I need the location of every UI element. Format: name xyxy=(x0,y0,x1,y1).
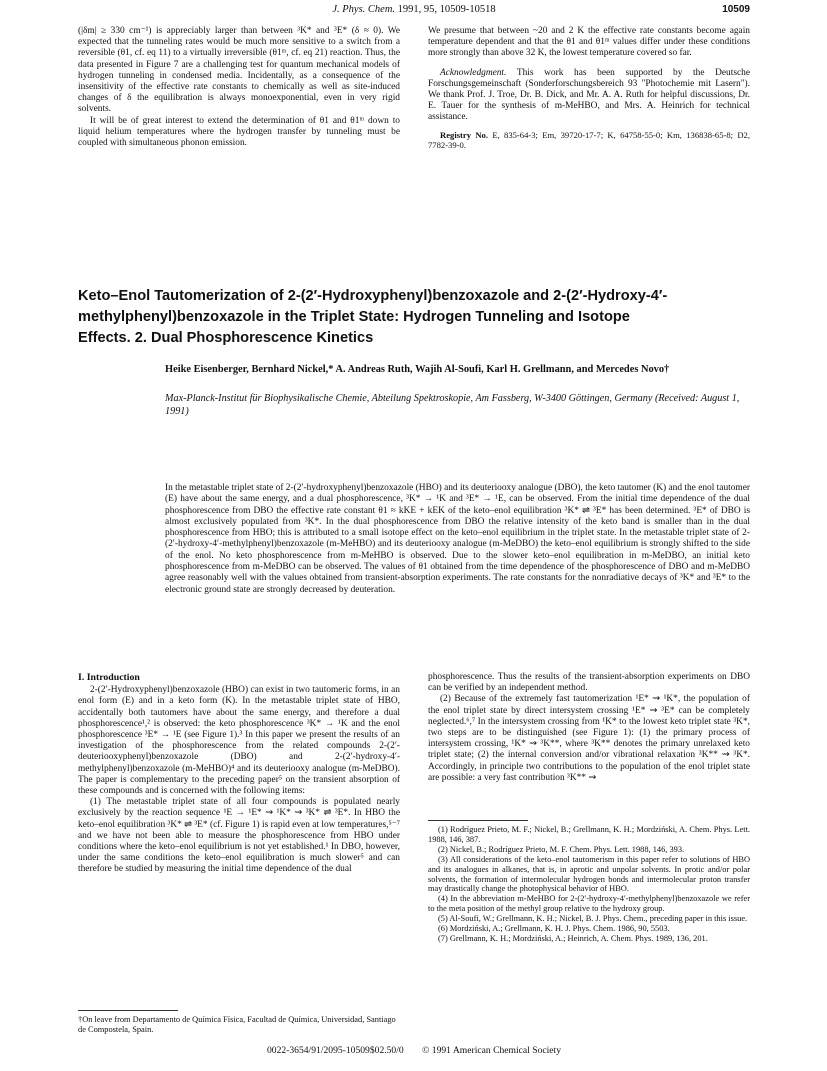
article-code: 0022-3654/91/2095-10509$02.50/0 xyxy=(266,1045,404,1056)
copyright: © 1991 American Chemical Society xyxy=(422,1045,562,1056)
abstract: In the metastable triplet state of 2-(2′-hydroxyphenyl)benzoxazole (HBO) and its deuteriooxy analogue (DBO), the keto tautomer (K) and the enol tautomer (E) have about the same energy, and a dual phosphorescence, ³K* → ¹K and ³E* → ¹E, can be observed. From the initial time dependence of the dual phosphorescence from DBO the effective rate constant θ1 ≈ kKE + kEK of the keto–enol equilibration ³K* ⇌ ³E* has been determined. ³E* of DBO is almost exclusively populated from ³K*. In the dual phosphorescence from DBO the relative intensity of the keto band is smaller than in the dual phosphorescence from HBO; this is attributed to a small isotope effect on the keto–enol equilibrium in the triplet state. In the metastable triplet state of 2-(2′-hydroxy-4′-methylphenyl)benzoxazole (m-MeHBO) and its deuteriooxy analogue (m-MeDBO) the keto–enol equilibrium is strongly shifted to the side of the enol. No keto phosphorescence from m-MeHBO is observed. Due to the slower keto–enol equilibration in m-MeDBO, an initial keto phosphorescence from m-MeDBO can be observed. The values of θ1 obtained from the time dependence of the phosphorescence of DBO and m-MeDBO agree reasonably well with the values obtained from transient-absorption experiments. The rate constants for the nonradiative decays of ³K* and ³E* to the electronic ground state are strongly decreased by deuteration. xyxy=(165,483,750,595)
paragraph: We presume that between ~20 and 2 K the effective rate constants become again temperature dependent and that the θ1 and θ1ᵐ values differ under these conditions more strongly than above 32 K, the lowest temperature covered so far. xyxy=(428,26,750,59)
acknowledgment xyxy=(428,68,750,124)
bottom-line xyxy=(78,1045,750,1056)
acknowledgment-label: Acknowledgment. xyxy=(440,67,507,78)
registry-label: Registry No. xyxy=(440,129,488,140)
journal-citation xyxy=(78,4,750,15)
previous-article-left-column xyxy=(78,26,400,149)
acknowledgment-text: This work has been supported by the Deutsche Forschungsgemeinschaft (Sonderforschungsbereich 93 "Photochemie mit Lasern"). We thank Prof. J. Troe, Dr. B. Dick, and Mr. A. A. Ruth for helpful discussions, Dr. E. Tauer for the synthesis of m-MeHBO, and Mrs. A. Heinrich for technical assistance. xyxy=(428,67,750,123)
paragraph: (|δm| ≥ 330 cm⁻¹) is appreciably larger than between ³K* and ³E* (δ ≈ 0). We expected that the tunneling rates would be much more sensitive to a switch from a reversible (θ1, cf. eq 11) to a virtually irreversible (θ1ᵐ, cf. eq 21) reaction. Thus, the data presented in Figure 7 are a challenging test for quantum mechanical models of hydrogen tunneling in condensed media. Incidentally, as a consequence of the insensitivity of the effective rate constants to chemically as well as site-induced changes of δ the equilibration is always monoexponential, even in very rigid solvents. xyxy=(78,26,400,115)
paragraph: It will be of great interest to extend the determination of θ1 and θ1ᵐ down to liquid helium temperatures where the hydrogen transfer by tunneling must be coupled with simultaneous phonon emission. xyxy=(78,115,400,149)
paragraph: (1) The metastable triplet state of all four compounds is populated nearly exclusively by the reaction sequence ¹E → ¹E* ⇝ ¹K* ⇝ ³K* ⇌ ³E*. In HBO the keto–enol equilibration ³K* ⇌ ³E* (cf. Figure 1) is rapid even at low temperatures,⁵⁻⁷ and we have not been able to measure the phosphorescence from HBO under conditions where the keto–enol equilibrium is not yet established.¹ In DBO, however, under the same conditions the keto–enol equilibration is much slower⁵ and can therefore be studied by measuring the initial time dependence of the dual xyxy=(78,797,401,875)
footnote xyxy=(78,1010,400,1035)
registry-text: E, 835-64-3; Em, 39720-17-7; K, 64758-55-0; Km, 136838-65-8; D2, 7782-39-0. xyxy=(428,129,750,151)
reference-item: (3) All considerations of the keto–enol tautomerism in this paper refer to solutions of HBO and its analogues in alkanes, that is, in aprotic and unpolar solvents. In protic and/or polar solvents, the formation of intermolecular hydrogen bonds and intermolecular proton transfer may drastically change the photophysical behavior of HBO. xyxy=(428,854,750,894)
reference-item: (2) Nickel, B.; Rodríguez Prieto, M. F. Chem. Phys. Lett. 1988, 146, 393. xyxy=(438,844,685,854)
reference-item: (7) Grellmann, K. H.; Mordziński, A.; Heinrich, A. Chem. Phys. 1989, 136, 201. xyxy=(438,933,708,943)
reference-item: (4) In the abbreviation m-MeHBO for 2-(2′-hydroxy-4′-methylphenyl)benzoxazole we refer to the meta position of the methyl group relative to the hydroxy group. xyxy=(428,894,750,914)
affiliation: Max-Planck-Institut für Biophysikalische Chemie, Abteilung Spektroskopie, Am Fassberg, W-3400 Göttingen, Germany (Received: August 1, 1991) xyxy=(165,393,740,417)
paragraph: (2) Because of the extremely fast tautomerization ¹E* ⇝ ¹K*, the population of the enol triplet state by direct intersystem crossing ¹E* ⇝ ³E* can be completely neglected.⁶,⁷ In the intersystem crossing from ¹K* to the lowest keto triplet state ³K*, two steps are to be distinguished (see Figure 1): (1) the primary process of intersystem crossing, ¹K* ⇝ ³K**, where ³K** denotes the primary unrelaxed keto triplet state; (2) the internal conversion and/or vibrational relaxation ³K** ⇝ ³K*. Accordingly, in principle two contributions to the population of the enol triplet state are possible: a very fast contribution ³K** ⇝ xyxy=(428,694,750,783)
reference-item: (6) Mordziński, A.; Grellmann, K. H. J. Phys. Chem. 1986, 90, 5503. xyxy=(438,924,670,934)
section-heading: I. Introduction xyxy=(78,672,140,683)
page-number: 10509 xyxy=(722,4,750,15)
previous-article-right-column xyxy=(428,26,750,150)
paragraph: 2-(2′-Hydroxyphenyl)benzoxazole (HBO) can exist in two tautomeric forms, in an enol form (E) and in a keto form (K). In the metastable triplet state of HBO, accidentally both tautomers have about the same energy, and therefore a dual phosphorescence¹,² is observed: the keto phosphorescence ³K* → ¹K and the enol phosphorescence ³E* → ¹E (see Figure 1).³ In this paper we present the results of an investigation of the phosphorescence from the related compounds 2-(2′-deuteriooxyphenyl)benzoxazole (DBO) and 2-(2′-hydroxy-4′-methylphenyl)benzoxazole (m-MeHBO)⁴ and its deuteriooxy analogue (m-MeDBO). The paper is complementary to the preceding paper⁵ on the transient absorption of these compounds and is concerned with the following items: xyxy=(78,685,400,797)
article-title: Keto–Enol Tautomerization of 2-(2′-Hydroxyphenyl)benzoxazole and 2-(2′-Hydroxy-4′-methylphenyl)benzoxazole in the Triplet State: Hydrogen Tunneling and Isotope Effects. 2. Dual Phosphorescence Kinetics xyxy=(78,288,668,346)
introduction-right-column xyxy=(428,672,750,784)
footnote-divider xyxy=(78,1010,178,1011)
journal-name: J. Phys. Chem. xyxy=(332,4,396,15)
reference-divider xyxy=(428,820,528,821)
author-list: Heike Eisenberger, Bernhard Nickel,* A. Andreas Ruth, Wajih Al-Soufi, Karl H. Grellmann, and Mercedes Novo† xyxy=(165,364,670,375)
citation-volume-pages: 1991, 95, 10509-10518 xyxy=(395,4,496,15)
running-header xyxy=(78,4,750,20)
paragraph: phosphorescence. Thus the results of the transient-absorption experiments on DBO can be verified by an independent method. xyxy=(428,672,750,694)
footnote-text: †On leave from Departamento de Química Física, Facultad de Química, Universidad, Santiago de Compostela, Spain. xyxy=(78,1015,396,1034)
references xyxy=(428,820,750,944)
registry-numbers xyxy=(428,130,750,151)
reference-item: (5) Al-Soufi, W.; Grellmann, K. H.; Nickel, B. J. Phys. Chem., preceding paper in this issue. xyxy=(438,914,748,924)
introduction-left-column xyxy=(78,672,400,876)
reference-item: (1) Rodríguez Prieto, M. F.; Nickel, B.; Grellmann, K. H.; Mordziński, A. Chem. Phys. Lett. 1988, 146, 387. xyxy=(428,825,750,844)
